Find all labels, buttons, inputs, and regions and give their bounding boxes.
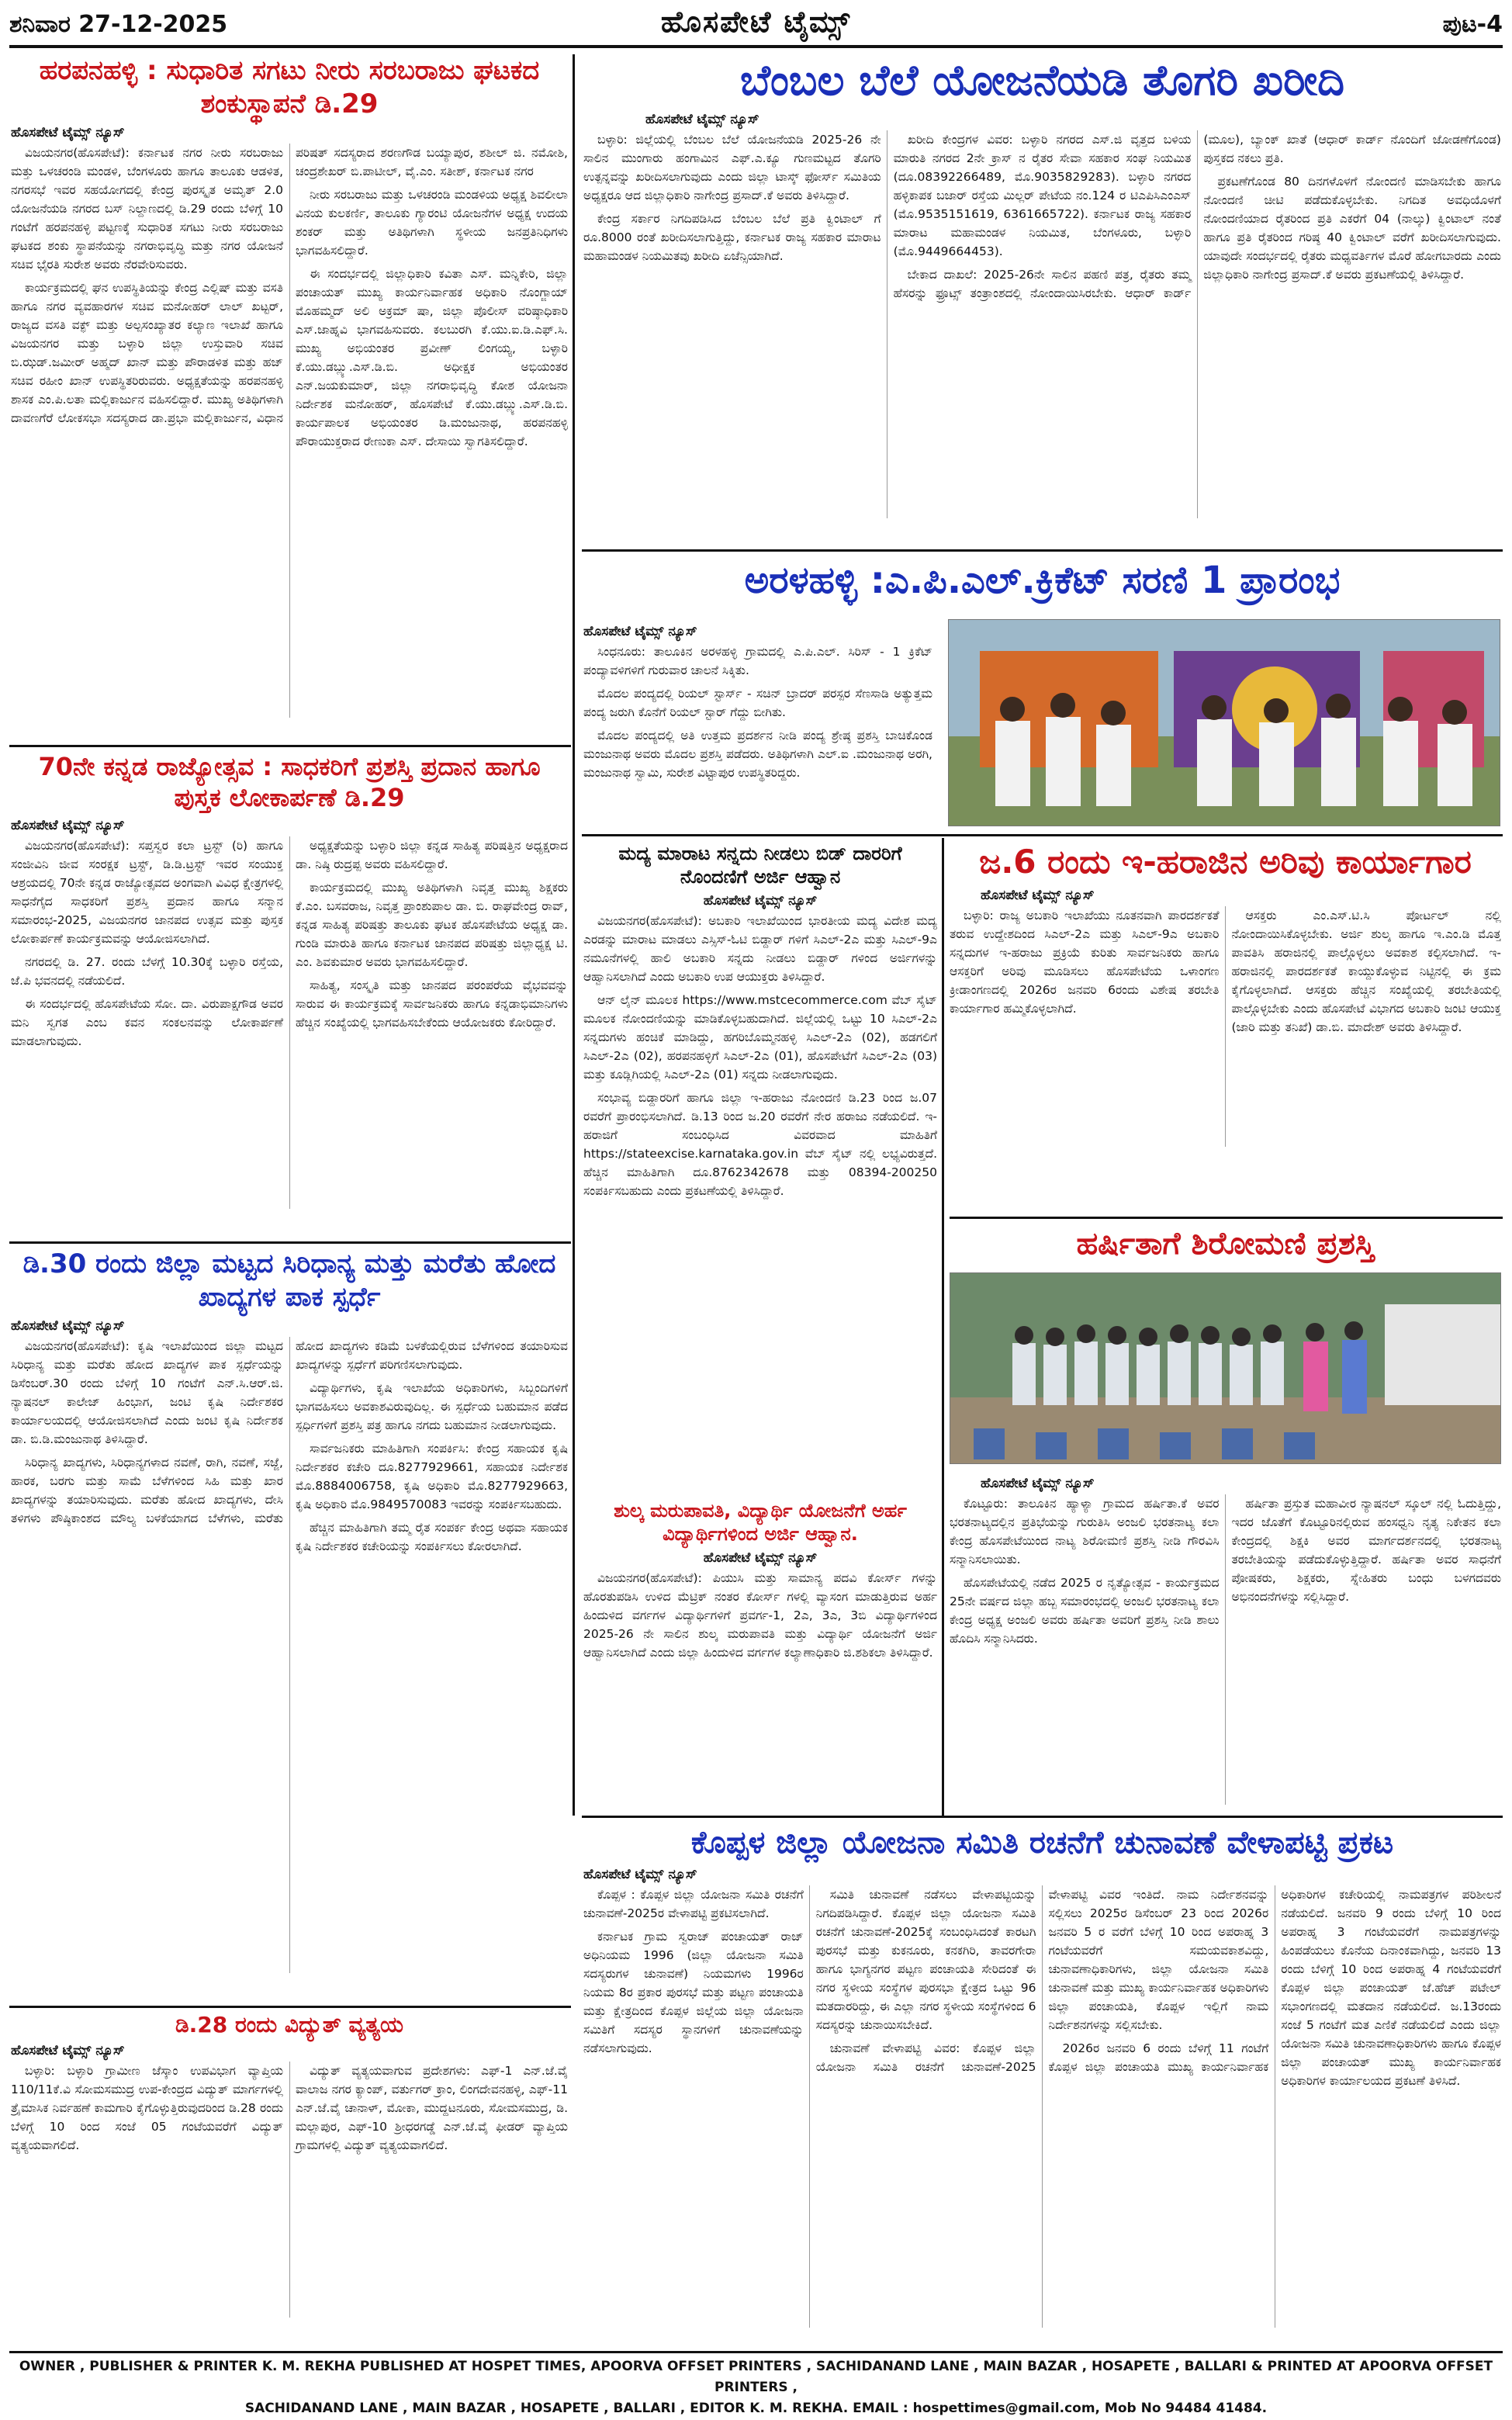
paragraph: ಮೊದಲ ಪಂದ್ಯದಲ್ಲಿ ರಿಯಲ್ ಸ್ಟಾರ್ಸ್ - ಸಚಿನ್ ಬ್ರಾದರ್ ಪರಸ್ಪರ ಸೆಣಸಾಡಿ ಅತ್ಯುತ್ತಮ ಪಂದ್ಯ ಜರುಗಿ ಕೊನೆಗೆ ರಿಯಲ್ ಸ್ಟಾರ್ ಗೆದ್ದು ಬೀಗಿತು. bbox=[583, 687, 932, 720]
headline: ಡಿ.28 ರಂದು ವಿದ್ಯುತ್ ವ್ಯತ್ಯಯ bbox=[175, 2012, 404, 2037]
section-divider bbox=[582, 549, 1503, 552]
paragraph: ಕೊಪ್ಪಳ : ಕೊಪ್ಪಳ ಜಿಲ್ಲಾ ಯೋಜನಾ ಸಮಿತಿ ರಚನೆಗೆ ಚುನಾವಣೆ-2025ರ ವೇಳಾಪಟ್ಟಿ ಪ್ರಕಟಿಸಲಾಗಿದೆ. bbox=[583, 1888, 804, 1921]
story-rajyotsava bbox=[11, 751, 568, 1236]
paragraph: ಹೊಸಪೇಟೆಯಲ್ಲಿ ನಡೆದ 2025 ರ ನೃತ್ಯೋತ್ಸವ - ಕಾರ್ಯಕ್ರಮದ 25ನೇ ವರ್ಷದ ಜಿಲ್ಲಾ ಹಬ್ಬ ಸಮಾರಂಭದಲ್ಲಿ ಅಂಜಲಿ ಭರತನಾಟ್ಯ ಕಲಾ ಕೇಂದ್ರ ಅಧ್ಯಕ್ಷ ಅಂಜಲಿ ಅವರು ಹರ್ಷಿತಾ ಅವರಿಗೆ ಪ್ರಶಸ್ತಿ ನೀಡಿ ಶಾಲು ಹೊದಿಸಿ ಸನ್ಮಾನಿಸಿದರು. bbox=[950, 1576, 1220, 1646]
headline: ಹರ್ಷಿತಾಗೆ ಶಿರೋಮಣಿ ಪ್ರಶಸ್ತಿ bbox=[1076, 1226, 1375, 1262]
paragraph: ವಿಜಯನಗರ(ಹೊಸಪೇಟೆ): ಕೃಷಿ ಇಲಾಖೆಯಿಂದ ಜಿಲ್ಲಾ ಮಟ್ಟದ ಸಿರಿಧಾನ್ಯ ಮತ್ತು ಮರೆತು ಹೋದ ಖಾದ್ಯಗಳ ಪಾಕ ಸ್ಪರ್ಧೆಯನ್ನು ಡಿಸೆಂಬರ್.30 ರಂದು ಬೆಳಿಗ್ಗೆ 10 ಗಂಟೆಗೆ ಎನ್.ಸಿ.ಆರ್.ಜಿ. ನ್ಯಾಷನಲ್ ಕಾಲೇಜ್ ಹಿಂಭಾಗ, ಜಂಟಿ ಕೃಷಿ ನಿರ್ದೇಶಕರ ಕಾರ್ಯಾಲಯದಲ್ಲಿ ಆಯೋಜಿಸಲಾಗಿದೆ ಎಂದು ಜಂಟಿ ಕೃಷಿ ನಿರ್ದೇಶಕ ಡಾ. ಬಿ.ಡಿ.ಮಂಜುನಾಥ ತಿಳಿಸಿದ್ದಾರೆ. bbox=[11, 1339, 283, 1447]
publisher-imprint bbox=[9, 2351, 1503, 2417]
paragraph: ಬಳ್ಳಾರಿ: ಬಳ್ಳಾರಿ ಗ್ರಾಮೀಣ ಜೆಸ್ಕಾಂ ಉಪವಿಭಾಗ ವ್ಯಾಪ್ತಿಯ 110/11ಕೆ.ವಿ ಸೋಮಸಮುದ್ರ ಉಪ-ಕೇಂದ್ರದ ವಿದ್ಯುತ್ ಮಾರ್ಗಗಳಲ್ಲಿ ತ್ರೈಮಾಸಿಕ ನಿರ್ವಹಣೆ ಕಾಮಗಾರಿ ಕೈಗೊಳ್ಳುತ್ತಿರುವುದರಿಂದ ಡಿ.28 ರಂದು ಬೆಳಿಗ್ಗೆ 10 ರಿಂದ ಸಂಜೆ 05 ಗಂಟೆಯವರೆಗೆ ವಿದ್ಯುತ್ ವ್ಯತ್ಯಯವಾಗಲಿದೆ. bbox=[11, 2064, 283, 2153]
byline: ಹೊಸಪೇಟೆ ಟೈಮ್ಸ್ ನ್ಯೂಸ್ bbox=[645, 111, 759, 127]
headline: ಡಿ.30 ರಂದು ಜಿಲ್ಲಾ ಮಟ್ಟದ ಸಿರಿಧಾನ್ಯ ಮತ್ತು ಮರೆತು ಹೋದ ಖಾದ್ಯಗಳ ಪಾಕ ಸ್ಪರ್ಧೆ bbox=[22, 1248, 556, 1313]
story-body bbox=[950, 1494, 1501, 1805]
paragraph: ಹರ್ಷಿತಾ ಪ್ರಸ್ತುತ ಮಹಾವೀರ ನ್ಯಾಷನಲ್ ಸ್ಕೂಲ್ ನಲ್ಲಿ ಓದುತ್ತಿದ್ದು, ಇದರ ಜೊತೆಗೆ ಕೊಟ್ಟೂರಿನಲ್ಲಿರುವ ಹಂಸಧ್ವನಿ ನೃತ್ಯ ನಿಕೇತನ ಕಲಾ ಕೇಂದ್ರದಲ್ಲಿ ಶಿಕ್ಷಕಿ ಅವರ ಮಾರ್ಗದರ್ಶನದಲ್ಲಿ ಭರತನಾಟ್ಯ ತರಬೇತಿಯನ್ನು ಪಡೆದುಕೊಳ್ಳುತ್ತಿದ್ದಾರೆ. ಹರ್ಷಿತಾ ಅವರ ಸಾಧನೆಗೆ ಪೋಷಕರು, ಶಿಕ್ಷಕರು, ಸ್ನೇಹಿತರು ಬಂಧು ಬಳಗದವರು ಅಭಿನಂದನೆಗಳನ್ನು ಸಲ್ಲಿಸಿದ್ದಾರೆ. bbox=[1231, 1497, 1501, 1605]
byline: ಹೊಸಪೇಟೆ ಟೈಮ್ಸ್ ನ್ಯೂಸ್ bbox=[583, 1867, 697, 1882]
column-divider bbox=[573, 54, 575, 1816]
paragraph: ಬಳ್ಳಾರಿ: ಜಿಲ್ಲೆಯಲ್ಲಿ ಬೆಂಬಲ ಬೆಲೆ ಯೋಜನೆಯಡಿ 2025-26 ನೇ ಸಾಲಿನ ಮುಂಗಾರು ಹಂಗಾಮಿನ ಎಫ್.ಎ.ಕ್ಯೂ ಗುಣಮಟ್ಟದ ತೊಗರಿ ಉತ್ಪನ್ನವನ್ನು ಖರೀದಿಸಲಾಗುವುದು ಎಂದು ಜಿಲ್ಲಾ ಟಾಸ್ಕ್ ಫೋರ್ಸ್ ಸಮಿತಿಯ ಅಧ್ಯಕ್ಷರೂ ಆದ ಜಿಲ್ಲಾಧಿಕಾರಿ ನಾಗೇಂದ್ರ ಪ್ರಸಾದ್.ಕೆ ಅವರು ತಿಳಿಸಿದ್ದಾರೆ. bbox=[583, 132, 881, 203]
paragraph: ಸಮಿತಿ ಚುನಾವಣೆ ನಡೆಸಲು ವೇಳಾಪಟ್ಟಿಯನ್ನು ನಿಗದಿಪಡಿಸಿದ್ದಾರೆ. ಕೊಪ್ಪಳ ಜಿಲ್ಲಾ ಯೋಜನಾ ಸಮಿತಿ ರಚನೆಗೆ ಚುನಾವಣೆ-2025ಕ್ಕೆ ಸಂಬಂಧಿಸಿದಂತೆ ಕಾರಟಗಿ ಪುರಸಭೆ ಮತ್ತು ಕುಕನೂರು, ಕನಕಗಿರಿ, ತಾವರಗೇರಾ ಹಾಗೂ ಭಾಗ್ಯನಗರ ಪಟ್ಟಣ ಪಂಚಾಯತಿ ಸೇರಿದಂತೆ ಈ ನಗರ ಸ್ಥಳೀಯ ಸಂಸ್ಥೆಗಳ ಪುರಸಭಾ ಕ್ಷೇತ್ರದ ಒಟ್ಟು 96 ಮತದಾರರಿದ್ದು, ಈ ಎಲ್ಲಾ ನಗರ ಸ್ಥಳೀಯ ಸಂಸ್ಥೆಗಳಿಂದ 6 ಸದಸ್ಯರನ್ನು ಚುನಾಯಿಸಬೇಕಿದೆ. bbox=[815, 1888, 1036, 2033]
paragraph: 2026ರ ಜನವರಿ 6 ರಂದು ಬೆಳಿಗ್ಗೆ 11 ಗಂಟೆಗೆ ಕೊಪ್ಪಳ ಜಿಲ್ಲಾ ಪಂಚಾಯತಿ ಮುಖ್ಯ ಕಾರ್ಯನಿರ್ವಾಹಕ ಅಧಿಕಾರಿಗಳ ಕಚೇರಿಯಲ್ಲಿ ನಾಮಪತ್ರಗಳ ಪರಿಶೀಲನೆ ನಡೆಯಲಿದೆ. ಜನವರಿ 9 ರಂದು ಬೆಳಿಗ್ಗೆ 10 ರಿಂದ ಅಪರಾಹ್ನ 3 ಗಂಟೆಯವರೆಗೆ ನಾಮಪತ್ರಗಳನ್ನು ಹಿಂಪಡೆಯಲು ಕೊನೆಯ ದಿನಾಂಕವಾಗಿದ್ದು, ಜನವರಿ 13 ರಂದು ಬೆಳಿಗ್ಗೆ 10 ರಿಂದ ಅಪರಾಹ್ನ 4 ಗಂಟೆಯವರೆಗೆ ಕೊಪ್ಪಳ ಜಿಲ್ಲಾ ಪಂಚಾಯತ್ ಜೆ.ಹೆಚ್ ಪಟೇಲ್ ಸಭಾಂಗಣದಲ್ಲಿ ಮತದಾನ ನಡೆಯಲಿದೆ. ಜ.13ರಂದು ಸಂಜೆ 5 ಗಂಟೆಗೆ ಮತ ಎಣಿಕೆ ನಡೆಯಲಿದೆ ಎಂದು ಜಿಲ್ಲಾ ಯೋಜನಾ ಸಮಿತಿ ಚುನಾವಣಾಧಿಕಾರಿಗಳು ಹಾಗೂ ಕೊಪ್ಪಳ ಜಿಲ್ಲಾ ಪಂಚಾಯತ್ ಮುಖ್ಯ ಕಾರ್ಯನಿರ್ವಾಹಕ ಅಧಿಕಾರಿಗಳ ಕಾರ್ಯಾಲಯದ ಪ್ರಕಟಣೆ ತಿಳಿಸಿದೆ. bbox=[1048, 1888, 1501, 2089]
byline: ಹೊಸಪೇಟೆ ಟೈಮ್ಸ್ ನ್ಯೂಸ್ bbox=[703, 1550, 818, 1566]
story-koppal-election bbox=[583, 1823, 1501, 2345]
story-togari bbox=[583, 54, 1501, 545]
paragraph: ವಿಜಯನಗರ(ಹೊಸಪೇಟೆ): ಪಿಯುಸಿ ಮತ್ತು ಸಾಮಾನ್ಯ ಪದವಿ ಕೋರ್ಸ್ ಗಳನ್ನು ಹೊರತುಪಡಿಸಿ ಉಳಿದ ಮೆಟ್ರಿಕ್ ನಂತರ ಕೋರ್ಸ್ ಗಳಲ್ಲಿ ವ್ಯಾಸಂಗ ಮಾಡುತ್ತಿರುವ ಅರ್ಹ ಹಿಂದುಳಿದ ವರ್ಗಗಳ ವಿದ್ಯಾರ್ಥಿಗಳಿಗೆ ಪ್ರವರ್ಗ-1, 2ಎ, 3ಎ, 3ಬಿ ವಿದ್ಯಾರ್ಥಿಗಳಿಂದ 2025-26 ನೇ ಸಾಲಿನ ಶುಲ್ಕ ಮರುಪಾವತಿ ಮತ್ತು ವಿದ್ಯಾರ್ಥಿ ಯೋಜನೆಗೆ ಅರ್ಜಿ ಆಹ್ವಾನಿಸಲಾಗಿದೆ ಎಂದು ಜಿಲ್ಲಾ ಹಿಂದುಳಿದ ವರ್ಗಗಳ ಕಲ್ಯಾಣಾಧಿಕಾರಿ ಜಿ.ಶಶಿಕಲಾ ತಿಳಿಸಿದ್ದಾರೆ. bbox=[583, 1571, 937, 1660]
paragraph: ಅಧ್ಯಕ್ಷತೆಯನ್ನು ಬಳ್ಳಾರಿ ಜಿಲ್ಲಾ ಕನ್ನಡ ಸಾಹಿತ್ಯ ಪರಿಷತ್ತಿನ ಅಧ್ಯಕ್ಷರಾದ ಡಾ. ನಿಷ್ಠಿ ರುದ್ರಪ್ಪ ಅವರು ವಹಿಸಲಿದ್ದಾರೆ. bbox=[296, 839, 568, 872]
story-body bbox=[950, 906, 1501, 1147]
byline: ಹೊಸಪೇಟೆ ಟೈಮ್ಸ್ ನ್ಯೂಸ್ bbox=[11, 125, 125, 140]
story-scholarship bbox=[583, 1499, 937, 1809]
imprint-line-2: SACHIDANAND LANE , MAIN BAZAR , HOSAPETE , BALLARI , EDITOR K. M. REKHA. EMAIL : hospettimes@gmail.com, Mob No 94484 41484. bbox=[244, 2401, 1268, 2417]
headline: ಕೊಪ್ಪಳ ಜಿಲ್ಲಾ ಯೋಜನಾ ಸಮಿತಿ ರಚನೆಗೆ ಚುನಾವಣೆ ವೇಳಾಪಟ್ಟಿ ಪ್ರಕಟ bbox=[690, 1825, 1394, 1861]
cricket-photo bbox=[948, 619, 1500, 826]
story-liquor-licence bbox=[583, 842, 937, 1261]
paragraph: ವಿದ್ಯಾರ್ಥಿಗಳು, ಕೃಷಿ ಇಲಾಖೆಯ ಅಧಿಕಾರಿಗಳು, ಸಿಬ್ಬಂದಿಗಳಿಗೆ ಭಾಗವಹಿಸಲು ಅವಕಾಶವಿರುವುದಿಲ್ಲ. ಈ ಸ್ಪರ್ಧೆಯ ಬಹುಮಾನ ಪಡೆದ ಸ್ಪರ್ಧಿಗಳಿಗೆ ಪ್ರಶಸ್ತಿ ಪತ್ರ ಹಾಗೂ ನಗದು ಬಹುಮಾನ ನೀಡಲಾಗುವುದು. bbox=[296, 1381, 568, 1433]
headline: ಹರಪನಹಳ್ಳಿ : ಸುಧಾರಿತ ಸಗಟು ನೀರು ಸರಬರಾಜು ಘಟಕದ ಶಂಕುಸ್ಥಾಪನೆ ಡಿ.29 bbox=[39, 55, 540, 119]
section-divider bbox=[9, 1241, 571, 1244]
story-body bbox=[11, 836, 568, 1209]
paragraph: ಕರ್ನಾಟಕ ಗ್ರಾಮ ಸ್ವರಾಜ್ ಪಂಚಾಯತ್ ರಾಜ್ ಅಧಿನಿಯಮ 1996 (ಜಿಲ್ಲಾ ಯೋಜನಾ ಸಮಿತಿ ಸದಸ್ಯರುಗಳ ಚುನಾವಣೆ) ನಿಯಮಗಳು 1996ರ ನಿಯಮ 8ರ ಪ್ರಕಾರ ಪುರಸಭೆ ಮತ್ತು ಪಟ್ಟಣ ಪಂಚಾಯತಿ ಮತ್ತು ಕ್ಷೇತ್ರದಿಂದ ಕೊಪ್ಪಳ ಜಿಲ್ಲೆಯ ಜಿಲ್ಲಾ ಯೋಜನಾ ಸಮಿತಿಗೆ ಸದಸ್ಯರ ಸ್ಥಾನಗಳಿಗೆ ಚುನಾವಣೆಯನ್ನು ನಡೆಸಲಾಗುವುದು. bbox=[583, 1930, 804, 2056]
story-eharaju-workshop bbox=[950, 842, 1501, 1213]
paragraph: ವಿಜಯನಗರ(ಹೊಸಪೇಟೆ): ಸಪ್ತಸ್ವರ ಕಲಾ ಟ್ರಸ್ಟ್ (ರಿ) ಹಾಗೂ ಸಂಜೀವಿನಿ ಜೀವ ಸಂರಕ್ಷಕ ಟ್ರಸ್ಟ್, ಡಿ.ಡಿ.ಟ್ರಸ್ಟ್ ಇವರ ಸಂಯುಕ್ತ ಆಶ್ರಯದಲ್ಲಿ 70ನೇ ಕನ್ನಡ ರಾಜ್ಯೋತ್ಸವದ ಅಂಗವಾಗಿ ವಿವಿಧ ಕ್ಷೇತ್ರಗಳಲ್ಲಿ ಸಾಧನೆಗೈದ ಸಾಧಕರಿಗೆ ಪ್ರಶಸ್ತಿ ಪ್ರದಾನ ಹಾಗೂ ಸನ್ಮಾನ ಸಮಾರಂಭ-2025, ವಿಜಯನಗರ ಜಾನಪದ ಉತ್ಸವ ಮತ್ತು ಪುಸ್ತಕ ಲೋಕಾರ್ಪಣೆ ಕಾರ್ಯಕ್ರಮವನ್ನು ಆಯೋಜಿಸಲಾಗಿದೆ. bbox=[11, 839, 283, 947]
headline: ಮದ್ಯ ಮಾರಾಟ ಸನ್ನದು ನೀಡಲು ಬಿಡ್ ದಾರರಿಗೆ ನೊಂದಣಿಗೆ ಅರ್ಜಿ ಆಹ್ವಾನ bbox=[618, 843, 902, 888]
column-divider bbox=[942, 838, 944, 1816]
paragraph: ಸಿರಿಧಾನ್ಯ ಖಾದ್ಯಗಳು, ಸಿರಿಧಾನ್ಯಗಳಾದ ನವಣೆ, ರಾಗಿ, ನವಣೆ, ಸಜ್ಜೆ, ಹಾರಕ, ಬರಗು ಮತ್ತು ಸಾಮೆ ಬೆಳೆಗಳಿಂದ ಸಿಹಿ ಮತ್ತು ಖಾರ ಖಾದ್ಯಗಳನ್ನು ತಯಾರಿಸುವುದು. ಮರೆತು ಹೋದ ಖಾದ್ಯಗಳು, ದೇಸಿ ತಳಿಗಳು ಪೌಷ್ಠಿಕಾಂಶದ ಮೌಲ್ಯ ಬಳಕೆಯಾಗದ ಬೆಳೆಗಳು, ಮರೆತು ಹೋದ ಖಾದ್ಯಗಳು ಕಡಿಮೆ ಬಳಕೆಯಲ್ಲಿರುವ ಬೆಳೆಗಳಿಂದ ತಯಾರಿಸುವ ಖಾದ್ಯಗಳನ್ನು ಸ್ಪರ್ಧೆಗೆ ಪರಿಗಣಿಸಲಾಗುವುದು. bbox=[11, 1339, 568, 1526]
cricket-photo-illustration bbox=[949, 620, 1500, 826]
section-divider bbox=[9, 745, 571, 747]
byline: ಹೊಸಪೇಟೆ ಟೈಮ್ಸ್ ನ್ಯೂಸ್ bbox=[981, 887, 1095, 903]
issue-date: ಶನಿವಾರ 27-12-2025 bbox=[9, 11, 228, 38]
story-cricket bbox=[583, 557, 1501, 830]
section-divider bbox=[582, 834, 1503, 836]
headline: ಜ.6 ರಂದು ಇ-ಹರಾಜಿನ ಅರಿವು ಕಾರ್ಯಾಗಾರ bbox=[979, 843, 1472, 881]
story-body bbox=[583, 912, 937, 1200]
paragraph: ಈ ಸಂದರ್ಭದಲ್ಲಿ ಹೊಸಪೇಟೆಯ ಸೋ. ದಾ. ವಿರುಪಾಕ್ಷಗೌಡ ಅವರ ಮನಿ ಸ್ವಗತ ಎಂಬ ಕವನ ಸಂಕಲನವನ್ನು ಲೋಕಾರ್ಪಣೆ ಮಾಡಲಾಗುವುದು. bbox=[11, 997, 283, 1049]
story-harapanahalli bbox=[11, 54, 568, 741]
imprint-line-1: OWNER , PUBLISHER & PRINTER K. M. REKHA PUBLISHED AT HOSPET TIMES, APOORVA OFFSET PRINTERS , SACHIDANAND LANE , MAIN BAZAR , HOSAPETE , BALLARI & PRINTED AT APOORVA OFFSET PRINTERS , bbox=[19, 2359, 1493, 2396]
section-divider bbox=[950, 1217, 1503, 1219]
paragraph: ಪ್ರಕಟಣೆಗೊಂಡ 80 ದಿನಗಳೊಳಗೆ ನೋಂದಣಿ ಮಾಡಿಸಬೇಕು ಹಾಗೂ ನೋಂದಣಿ ಚೀಟಿ ಪಡೆದುಕೊಳ್ಳಬೇಕು. ನಿಗದಿತ ಅವಧಿಯೊಳಗೆ ನೋಂದಣಿಯಾದ ರೈತರಿಂದ ಪ್ರತಿ ಎಕರೆಗೆ 04 (ನಾಲ್ಕು) ಕ್ವಿಂಟಾಲ್ ನಂತೆ ಹಾಗೂ ಪ್ರತಿ ರೈತರಿಂದ ಗರಿಷ್ಠ 40 ಕ್ವಿಂಟಾಲ್ ವರೆಗೆ ಖರೀದಿಸಲಾಗುವುದು. ಯಾವುದೇ ಸಂದರ್ಭದಲ್ಲಿ ರೈತರು ಮಧ್ಯವರ್ತಿಗಳ ಮೊರೆ ಹೋಗಬಾರದು ಎಂದು ಜಿಲ್ಲಾಧಿಕಾರಿ ನಾಗೇಂದ್ರ ಪ್ರಸಾದ್.ಕೆ ಅವರು ಪ್ರಕಟಣೆಯಲ್ಲಿ ತಿಳಿಸಿದ್ದಾರೆ. bbox=[1203, 174, 1501, 282]
story-body bbox=[583, 642, 932, 782]
paragraph: ನಗರದಲ್ಲಿ ಡಿ. 27. ರಂದು ಬೆಳಗ್ಗೆ 10.30ಕ್ಕೆ ಬಳ್ಳಾರಿ ರಸ್ತೆಯ, ಜೆ.ಪಿ ಭವನದಲ್ಲಿ ನಡೆಯಲಿದೆ. bbox=[11, 955, 283, 988]
story-body bbox=[11, 2062, 568, 2318]
byline: ಹೊಸಪೇಟೆ ಟೈಮ್ಸ್ ನ್ಯೂಸ್ bbox=[981, 1476, 1095, 1491]
byline: ಹೊಸಪೇಟೆ ಟೈಮ್ಸ್ ನ್ಯೂಸ್ bbox=[11, 2043, 125, 2058]
paragraph: ಬಳ್ಳಾರಿ: ರಾಜ್ಯ ಅಬಕಾರಿ ಇಲಾಖೆಯು ನೂತನವಾಗಿ ಪಾರದರ್ಶಕತೆ ತರುವ ಉದ್ದೇಶದಿಂದ ಸಿಎಲ್-2ಎ ಮತ್ತು ಸಿಎಲ್-9ಎ ಅಬಕಾರಿ ಸನ್ನದುಗಳ ಇ-ಹರಾಜು ಪ್ರಕ್ರಿಯೆ ಕುರಿತು ಸಾರ್ವಜನಿಕರು ಹಾಗೂ ಆಸಕ್ತರಿಗೆ ಅರಿವು ಮೂಡಿಸಲು ಹೊಸಪೇಟೆಯ ಒಳಾಂಗಣ ಕ್ರೀಡಾಂಗಣದಲ್ಲಿ 2026ರ ಜನವರಿ 6ರಂದು ವಿಶೇಷ ತರಬೇತಿ ಕಾರ್ಯಾಗಾರ ಹಮ್ಮಿಕೊಳ್ಳಲಾಗಿದೆ. bbox=[950, 908, 1220, 1016]
story-body bbox=[583, 1569, 937, 1662]
cricket-text bbox=[583, 619, 932, 787]
paragraph: ವಿದ್ಯುತ್ ವ್ಯತ್ಯಯವಾಗುವ ಪ್ರದೇಶಗಳು: ಎಫ್-1 ಎನ್.ಜೆ.ವೈ ವಾಲಾಜ ನಗರ ಕ್ಯಾಂಪ್, ವರ್ತುಗರ್ ಕ್ರಾಂ, ಲಿಂಗದೇವನಹಳ್ಳಿ, ಎಫ್-11 ಎನ್.ಜೆ.ವೈ ಚಾನಾಳ್, ಮೋಕಾ, ಮುದ್ದಟನೂರು, ಸೋಮಸಮುದ್ರ, ಡಿ. ಮಲ್ಲಾಪುರ, ಎಫ್-10 ಶ್ರೀಧರಗಡ್ಡೆ ಎನ್.ಜೆ.ವೈ ಫೀಡರ್ ವ್ಯಾಪ್ತಿಯ ಗ್ರಾಮಗಳಲ್ಲಿ ವಿದ್ಯುತ್ ವ್ಯತ್ಯಯವಾಗಲಿದೆ. bbox=[296, 2064, 568, 2153]
paragraph: ವಿಜಯನಗರ(ಹೊಸಪೇಟೆ): ಅಬಕಾರಿ ಇಲಾಖೆಯಿಂದ ಭಾರತೀಯ ಮದ್ಯ ವಿದೇಶ ಮದ್ಯ ಎರಡನ್ನು ಮಾರಾಟ ಮಾಡಲು ಎಸ್ಸಿಸ್-ಓಟಿ ಬಿಡ್ದಾರ್ ಗಳಿಗೆ ಸಿಎಲ್-2ಎ ಮತ್ತು ಸಿಎಲ್-9ಎ ನಮೂನೆಗಳಲ್ಲಿ ಹಾಲಿ ಅಬಕಾರಿ ಸನ್ನದು ನೀಡಲು ಬಿಡ್ದಾರ್ ಗಳಿಂದ ಅರ್ಜಿಗಳನ್ನು ಆಹ್ವಾನಿಸಲಾಗಿದೆ ಎಂದು ಅಬಕಾರಿ ಉಪ ಆಯುಕ್ತರು ತಿಳಿಸಿದ್ದಾರೆ. bbox=[583, 914, 937, 985]
paragraph: ಬೇಕಾದ ದಾಖಲೆ: 2025-26ನೇ ಸಾಲಿನ ಪಹಣಿ ಪತ್ರ, ರೈತರು ತಮ್ಮ ಹೆಸರನ್ನು ಫ್ರೂಟ್ಸ್ ತಂತ್ರಾಂಶದಲ್ಲಿ ನೋಂದಾಯಿಸಿರಬೇಕು. ಆಧಾರ್ ಕಾರ್ಡ್ (ಮೂಲ), ಬ್ಯಾಂಕ್ ಖಾತೆ (ಆಧಾರ್ ಕಾರ್ಡ್ ನೊಂದಿಗೆ ಜೋಡಣೆಗೊಂಡ) ಪುಸ್ತಕದ ನಕಲು ಪ್ರತಿ. bbox=[893, 132, 1501, 300]
paragraph: ಕೊಟ್ಟೂರು: ತಾಲೂಕಿನ ಹ್ಯಾಳ್ಯಾ ಗ್ರಾಮದ ಹರ್ಷಿತಾ.ಕೆ ಅವರ ಭರತನಾಟ್ಯದಲ್ಲಿನ ಪ್ರತಿಭೆಯನ್ನು ಗುರುತಿಸಿ ಅಂಜಲಿ ಭರತನಾಟ್ಯ ಕಲಾ ಕೇಂದ್ರ ಹೊಸಪೇಟೆಯಿಂದ ನಾಟ್ಯ ಶಿರೋಮಣಿ ಪ್ರಶಸ್ತಿ ನೀಡಿ ಗೌರವಿಸಿ ಸನ್ಮಾನಿಸಲಾಯಿತು. bbox=[950, 1497, 1220, 1567]
harshitha-photo bbox=[950, 1272, 1501, 1464]
story-body bbox=[583, 130, 1501, 518]
story-body bbox=[11, 1337, 568, 1973]
section-divider bbox=[9, 2006, 571, 2008]
byline: ಹೊಸಪೇಟೆ ಟೈಮ್ಸ್ ನ್ಯೂಸ್ bbox=[11, 1318, 125, 1334]
paragraph: ಸಾಹಿತ್ಯ, ಸಂಸ್ಕೃತಿ ಮತ್ತು ಜಾನಪದ ಪರಂಪರೆಯ ವೈಭವವನ್ನು ಸಾರುವ ಈ ಕಾರ್ಯಕ್ರಮಕ್ಕೆ ಸಾರ್ವಜನಿಕರು ಹಾಗೂ ಕನ್ನಡಾಭಿಮಾನಿಗಳು ಹೆಚ್ಚಿನ ಸಂಖ್ಯೆಯಲ್ಲಿ ಭಾಗವಹಿಸಬೇಕೆಂದು ಆಯೋಜಕರು ಕೋರಿದ್ದಾರೆ. bbox=[296, 978, 568, 1030]
page-number: ಪುಟ-4 bbox=[1442, 11, 1503, 38]
headline: ಶುಲ್ಕ ಮರುಪಾವತಿ, ವಿದ್ಯಾರ್ಥಿ ಯೋಜನೆಗೆ ಅರ್ಹ ವಿದ್ಯಾರ್ಥಿಗಳಿಂದ ಅರ್ಜಿ ಆಹ್ವಾನ. bbox=[614, 1500, 907, 1545]
paragraph: ಸಂಭಾವ್ಯ ಬಿಡ್ದಾರರಿಗೆ ಹಾಗೂ ಜಿಲ್ಲಾ ಇ-ಹರಾಜು ನೋಂದಣಿ ಡಿ.23 ರಿಂದ ಜ.07 ರವರೆಗೆ ಪ್ರಾರಂಭಿಸಲಾಗಿದೆ. ಡಿ.13 ರಿಂದ ಜ.20 ರವರೆಗೆ ನೇರ ಹರಾಜು ನಡೆಯಲಿದೆ. ಇ-ಹರಾಜಿಗೆ ಸಂಬಂಧಿಸಿದ ವಿವರವಾದ ಮಾಹಿತಿಗೆ https://stateexcise.karnataka.gov.in ವೆಬ್ ಸೈಟ್ ನಲ್ಲಿ ಲಭ್ಯವಿರುತ್ತದೆ. ಹೆಚ್ಚಿನ ಮಾಹಿತಿಗಾಗಿ ದೂ.8762342678 ಮತ್ತು 08394-200250 ಸಂಪರ್ಕಿಸಬಹುದು ಎಂದು ಪ್ರಕಟಣೆಯಲ್ಲಿ ತಿಳಿಸಿದ್ದಾರೆ. bbox=[583, 1091, 937, 1199]
section-divider bbox=[582, 1816, 1503, 1818]
paragraph: ಈ ಸಂದರ್ಭದಲ್ಲಿ ಜಿಲ್ಲಾಧಿಕಾರಿ ಕವಿತಾ ಎಸ್. ಮನ್ನಿಕೇರಿ, ಜಿಲ್ಲಾ ಪಂಚಾಯತ್ ಮುಖ್ಯ ಕಾರ್ಯನಿರ್ವಾಹಕ ಅಧಿಕಾರಿ ನೊಂಗ್ಜಾಯ್ ಮೊಹಮ್ಮದ್ ಅಲಿ ಅಕ್ರಮ್ ಷಾ, ಜಿಲ್ಲಾ ಪೊಲೀಸ್ ವರಿಷ್ಠಾಧಿಕಾರಿ ಎಸ್.ಜಾಹ್ನವಿ ಭಾಗವಹಿಸುವರು. ಕಲಬುರಗಿ ಕೆ.ಯು.ಐ.ಡಿ.ಎಫ್.ಸಿ. ಮುಖ್ಯ ಅಭಿಯಂತರ ಪ್ರವೀಣ್ ಲಿಂಗಯ್ಯ, ಬಳ್ಳಾರಿ ಕೆ.ಯು.ಡಬ್ಲ್ಯು.ಎಸ್.ಡಿ.ಬಿ. ಅಧೀಕ್ಷಕ ಅಭಿಯಂತರ ಎನ್.ಜಯಕುಮಾರ್, ಜಿಲ್ಲಾ ನಗರಾಭಿವೃದ್ಧಿ ಕೋಶ ಯೋಜನಾ ನಿರ್ದೇಶಕ ಮನೋಹರ್, ಹೊಸಪೇಟೆ ಕೆ.ಯು.ಡಬ್ಲ್ಯು.ಎಸ್.ಡಿ.ಬಿ. ಕಾರ್ಯಪಾಲಕ ಅಭಿಯಂತರ ಡಿ.ಮಂಜುನಾಥ, ಹರಪನಹಳ್ಳಿ ಪೌರಾಯುಕ್ತರಾದ ರೇಣುಕಾ ಎಸ್. ದೇಸಾಯಿ ಸ್ವಾಗತಿಸಲಿದ್ದಾರೆ. bbox=[296, 267, 568, 449]
paragraph: ಆನ್ ಲೈನ್ ಮೂಲಕ https://www.mstcecommerce.com ವೆಬ್ ಸೈಟ್ ಮೂಲಕ ನೋಂದಣಿಯನ್ನು ಮಾಡಿಕೊಳ್ಳಬಹುದಾಗಿದೆ. ಜಿಲ್ಲೆಯಲ್ಲಿ ಒಟ್ಟು 10 ಸಿಎಲ್-2ಎ ಸನ್ನದುಗಳು ಹಂಚಿಕೆ ಮಾಡಿದ್ದು, ಹಗರಿಬೊಮ್ಮನಹಳ್ಳಿ ಸಿಎಲ್-2ಎ (02), ಹಡಗಲಿಗೆ ಸಿಎಲ್-2ಎ (02), ಹರಪನಹಳ್ಳಿಗೆ ಸಿಎಲ್-2ಎ (01), ಹೊಸಪೇಟೆಗೆ ಸಿಎಲ್-2ಎ (03) ಮತ್ತು ಕೂಡ್ಲಿಗಿಯಲ್ಲಿ ಸಿಎಲ್-2ಎ (01) ಸನ್ನದು ನೀಡಲಾಗುವುದು. bbox=[583, 993, 937, 1082]
harshitha-photo-illustration bbox=[950, 1273, 1500, 1463]
byline: ಹೊಸಪೇಟೆ ಟೈಮ್ಸ್ ನ್ಯೂಸ್ bbox=[583, 624, 697, 639]
paragraph: ಸಿಂಧನೂರು: ತಾಲೂಕಿನ ಅರಳಹಳ್ಳಿ ಗ್ರಾಮದಲ್ಲಿ ಎ.ಪಿ.ಎಲ್. ಸಿರಿಸ್ - 1 ಕ್ರಿಕೆಟ್ ಪಂದ್ಯಾವಳಿಗಳಿಗೆ ಗುರುವಾರ ಚಾಲನೆ ಸಿಕ್ಕಿತು. bbox=[583, 645, 932, 678]
headline: ಅರಳಹಳ್ಳಿ :ಎ.ಪಿ.ಎಲ್.ಕ್ರಿಕೆಟ್ ಸರಣಿ 1 ಪ್ರಾರಂಭ bbox=[744, 559, 1341, 602]
paragraph: ಕೇಂದ್ರ ಸರ್ಕಾರ ನಿಗದಿಪಡಿಸಿದ ಬೆಂಬಲ ಬೆಲೆ ಪ್ರತಿ ಕ್ವಿಂಟಾಲ್ ಗೆ ರೂ.8000 ರಂತೆ ಖರೀದಿಸಲಾಗುತ್ತಿದ್ದು, ಕರ್ನಾಟಕ ರಾಜ್ಯ ಸಹಕಾರ ಮಾರಾಟ ಮಹಾಮಂಡಳ ನಿಯಮಿತವು ಖರೀದಿ ಏಜೆನ್ಸಿಯಾಗಿದೆ. bbox=[583, 211, 881, 263]
newspaper-title: ಹೊಸಪೇಟೆ ಟೈಮ್ಸ್ bbox=[660, 5, 852, 39]
paragraph: ಸಾರ್ವಜನಿಕರು ಮಾಹಿತಿಗಾಗಿ ಸಂಪರ್ಕಿಸಿ: ಕೇಂದ್ರ ಸಹಾಯಕ ಕೃಷಿ ನಿರ್ದೇಶಕರ ಕಚೇರಿ ದೂ.8277929661, ಸಹಾಯಕ ನಿರ್ದೇಶಕ ಮೊ.8884006758, ಕೃಷಿ ಅಧಿಕಾರಿ ಮೊ.8277929663, ಕೃಷಿ ಅಧಿಕಾರಿ ಮೊ.9849570083 ಇವರನ್ನು ಸಂಪರ್ಕಿಸಬಹುದು. bbox=[296, 1442, 568, 1512]
paragraph: ಖರೀದಿ ಕೇಂದ್ರಗಳ ವಿವರ: ಬಳ್ಳಾರಿ ನಗರದ ಎಸ್.ಜಿ ವೃತ್ತದ ಬಳಿಯ ಮಾರುತಿ ನಗರದ 2ನೇ ಕ್ರಾಸ್ ನ ರೈತರ ಸೇವಾ ಸಹಕಾರ ಸಂಘ ನಿಯಮಿತ (ದೂ.08392266489, ಮೊ.9035829283). ಬಳ್ಳಾರಿ ನಗರದ ಹಳ್ಳಿಕಾಪಕ ಬಜಾರ್ ರಸ್ತೆಯ ಮಿಲ್ಲರ್ ಪೇಟೆಯ ನಂ.124 ರ ಟಿಎಪಿಸಿಎಂಎಸ್ (ಮೊ.9535151619, 6361665722). ಕರ್ನಾಟಕ ರಾಜ್ಯ ಸಹಕಾರ ಮಾರಾಟ ಮಹಾಮಂಡಳ ನಿಯಮಿತ, ಬೆಂಗಳೂರು, ಬಳ್ಳಾರಿ (ಮೊ.9449664453). bbox=[893, 132, 1192, 258]
paragraph: ನೀರು ಸರಬರಾಜು ಮತ್ತು ಒಳಚರಂಡಿ ಮಂಡಳಿಯ ಅಧ್ಯಕ್ಷ ಶಿವಲೀಲಾ ವಿನಯ ಕುಲಕರ್ಣಿ, ತಾಲೂಕು ಗ್ಯಾರಂಟಿ ಯೋಜನೆಗಳ ಅಧ್ಯಕ್ಷ ಉದಯ ಶಂಕರ್ ಮತ್ತು ಅತಿಥಿಗಳಾಗಿ ಸ್ಥಳೀಯ ಜನಪ್ರತಿನಿಧಿಗಳು ಭಾಗವಹಿಸಲಿದ್ದಾರೆ. bbox=[296, 188, 568, 258]
masthead bbox=[9, 5, 1503, 48]
byline: ಹೊಸಪೇಟೆ ಟೈಮ್ಸ್ ನ್ಯೂಸ್ bbox=[11, 818, 125, 833]
story-siridhanya bbox=[11, 1248, 568, 2000]
headline: ಬೆಂಬಲ ಬೆಲೆ ಯೋಜನೆಯಡಿ ತೊಗರಿ ಖರೀದಿ bbox=[739, 56, 1345, 105]
byline: ಹೊಸಪೇಟೆ ಟೈಮ್ಸ್ ನ್ಯೂಸ್ bbox=[703, 893, 818, 909]
paragraph: ಚುನಾವಣೆ ವೇಳಾಪಟ್ಟಿ ವಿವರ: ಕೊಪ್ಪಳ ಜಿಲ್ಲಾ ಯೋಜನಾ ಸಮಿತಿ ರಚನೆಗೆ ಚುನಾವಣೆ-2025 ವೇಳಾಪಟ್ಟಿ ವಿವರ ಇಂತಿದೆ. ನಾಮ ನಿರ್ದೇಶನವನ್ನು ಸಲ್ಲಿಸಲು 2025ರ ಡಿಸೆಂಬರ್ 23 ರಿಂದ 2026ರ ಜನವರಿ 5 ರ ವರೆಗೆ ಬೆಳಿಗ್ಗೆ 10 ರಿಂದ ಅಪರಾಹ್ನ 3 ಗಂಟೆಯವರೆಗೆ ಸಮಯವಕಾಶವಿದ್ದು, ಚುನಾವಣಾಧಿಕಾರಿಗಳು, ಜಿಲ್ಲಾ ಯೋಜನಾ ಸಮಿತಿ ಚುನಾವಣೆ ಮತ್ತು ಮುಖ್ಯ ಕಾರ್ಯನಿರ್ವಾಹಕ ಅಧಿಕಾರಿಗಳು ಜಿಲ್ಲಾ ಪಂಚಾಯತಿ, ಕೊಪ್ಪಳ ಇಲ್ಲಿಗೆ ನಾಮ ನಿರ್ದೇಶನಗಳನ್ನು ಸಲ್ಲಿಸಬೇಕು. bbox=[815, 1888, 1269, 2075]
story-harshitha-award bbox=[950, 1224, 1501, 1811]
story-body bbox=[11, 144, 568, 718]
story-body bbox=[583, 1885, 1501, 2328]
paragraph: ಮೊದಲ ಪಂದ್ಯದಲ್ಲಿ ಅತಿ ಉತ್ತಮ ಪ್ರದರ್ಶನ ನೀಡಿ ಪಂದ್ಯ ಶ್ರೇಷ್ಠ ಪ್ರಶಸ್ತಿ ಬಾಚಿಕೊಂಡ ಮಂಜುನಾಥ ಅವರು ಮೊದಲ ಪ್ರಶಸ್ತಿ ಪಡೆದರು. ಅತಿಥಿಗಳಾಗಿ ಎಲ್.ಐ .ಮಂಜುನಾಥ ಅರಗಿ, ಮಂಜುನಾಥ ಸ್ವಾಮಿ, ಸುರೇಶ ವಿಟ್ಟಾಪುರ ಉಪಸ್ಥಿತರಿದ್ದರು. bbox=[583, 729, 932, 781]
paragraph: ವಿಜಯನಗರ(ಹೊಸಪೇಟೆ): ಕರ್ನಾಟಕ ನಗರ ನೀರು ಸರಬರಾಜು ಮತ್ತು ಒಳಚರಂಡಿ ಮಂಡಳಿ, ಬೆಂಗಳೂರು ಹಾಗೂ ತಾಲೂಕು ಆಡಳಿತ, ನಗರಸಭೆ ಇವರ ಸಹಯೋಗದಲ್ಲಿ ಕೇಂದ್ರ ಪುರಸ್ಕೃತ ಅಮೃತ್ 2.0 ಯೋಜನೆಯಡಿ ನಗರದ ಬಸ್ ನಿಲ್ದಾಣದಲ್ಲಿ ಡಿ.29 ರಂದು ಬೆಳಿಗ್ಗೆ 10 ಗಂಟೆಗೆ ಹರಪನಹಳ್ಳಿ ಪಟ್ಟಣಕ್ಕೆ ಸುಧಾರಿತ ಸಗಟು ನೀರು ಸರಬರಾಜು ಘಟಕದ ಶಂಕು ಸ್ಥಾಪನೆಯನ್ನು ನಗರಾಭಿವೃದ್ಧಿ ಮತ್ತು ನಗರ ಯೋಜನೆ ಸಚಿವ ಭೈರತಿ ಸುರೇಶ ಅವರು ನೆರವೇರಿಸುವರು. bbox=[11, 146, 283, 272]
paragraph: ಆಸಕ್ತರು ಎಂ.ಎಸ್.ಟಿ.ಸಿ ಪೋರ್ಟಲ್ ನಲ್ಲಿ ನೋಂದಾಯಿಸಿಕೊಳ್ಳಬೇಕು. ಅರ್ಜಿ ಶುಲ್ಕ ಹಾಗೂ ಇ.ಎಂ.ಡಿ ಮೊತ್ತ ಪಾವತಿಸಿ ಹರಾಜಿನಲ್ಲಿ ಪಾಲ್ಗೊಳ್ಳಲು ಅವಕಾಶ ಕಲ್ಪಿಸಲಾಗಿದೆ. ಇ-ಹರಾಜಿನಲ್ಲಿ ಪಾರದರ್ಶಕತೆ ಕಾಯ್ದುಕೊಳ್ಳುವ ನಿಟ್ಟಿನಲ್ಲಿ ಈ ಕ್ರಮ ಕೈಗೊಳ್ಳಲಾಗಿದೆ. ಆಸಕ್ತರು ಹೆಚ್ಚಿನ ಸಂಖ್ಯೆಯಲ್ಲಿ ತರಬೇತಿಯಲ್ಲಿ ಪಾಲ್ಗೊಳ್ಳಬೇಕು ಎಂದು ಹೊಸಪೇಟೆ ವಿಭಾಗದ ಅಬಕಾರಿ ಜಂಟಿ ಆಯುಕ್ತ (ಜಾರಿ ಮತ್ತು ತನಿಖೆ) ಡಾ.ಬಿ. ಮಾದೇಶ್ ಅವರು ತಿಳಿಸಿದ್ದಾರೆ. bbox=[1231, 908, 1501, 1034]
headline: 70ನೇ ಕನ್ನಡ ರಾಜ್ಯೋತ್ಸವ : ಸಾಧಕರಿಗೆ ಪ್ರಶಸ್ತಿ ಪ್ರದಾನ ಹಾಗೂ ಪುಸ್ತಕ ಲೋಕಾರ್ಪಣೆ ಡಿ.29 bbox=[38, 752, 541, 812]
paragraph: ಕಾರ್ಯಕ್ರಮದಲ್ಲಿ ಮುಖ್ಯ ಅತಿಥಿಗಳಾಗಿ ನಿವೃತ್ತ ಮುಖ್ಯ ಶಿಕ್ಷಕರು ಕೆ.ಎಂ. ಬಸವರಾಜ, ನಿವೃತ್ತ ಪ್ರಾಂಶುಪಾಲ ಡಾ. ಬಿ. ರಾಘವೇಂದ್ರ ರಾವ್, ಕನ್ನಡ ಸಾಹಿತ್ಯ ಪರಿಷತ್ತು ತಾಲೂಕು ಘಟಕ ಹೊಸಪೇಟೆಯ ಅಧ್ಯಕ್ಷ ಡಾ. ಗುಂಡಿ ಮಾರುತಿ ಹಾಗೂ ಕರ್ನಾಟಕ ಜಾನಪದ ಪರಿಷತ್ತು ಜಿಲ್ಲಾಧ್ಯಕ್ಷ ಟಿ. ಎಂ. ಶಿವಕುಮಾರ ಅವರು ಭಾಗವಹಿಸಲಿದ್ದಾರೆ. bbox=[296, 881, 568, 970]
paragraph: ಹೆಚ್ಚಿನ ಮಾಹಿತಿಗಾಗಿ ತಮ್ಮ ರೈತ ಸಂಪರ್ಕ ಕೇಂದ್ರ ಅಥವಾ ಸಹಾಯಕ ಕೃಷಿ ನಿರ್ದೇಶಕರ ಕಚೇರಿಯನ್ನು ಸಂಪರ್ಕಿಸಲು ಕೋರಲಾಗಿದೆ. bbox=[296, 1521, 568, 1554]
paragraph: ಕಾರ್ಯಕ್ರಮದಲ್ಲಿ ಘನ ಉಪಸ್ಥಿತಿಯನ್ನು ಕೇಂದ್ರ ಎಲ್ಲಿಷ್ ಮತ್ತು ವಸತಿ ಹಾಗೂ ನಗರ ವ್ಯವಹಾರಗಳ ಸಚಿವ ಮನೋಹರ್ ಲಾಲ್ ಖಟ್ಟರ್, ರಾಜ್ಯದ ವಸತಿ ವಕ್ಫ್ ಮತ್ತು ಅಲ್ಪಸಂಖ್ಯಾತರ ಕಲ್ಯಾಣ ಇಲಾಖೆ ಹಾಗೂ ವಿಜಯನಗರ ಮತ್ತು ಬಳ್ಳಾರಿ ಜಿಲ್ಲಾ ಉಸ್ತುವಾರಿ ಸಚಿವ ಬಿ.ಝಡ್.ಜಮೀರ್ ಅಹ್ಮದ್ ಖಾನ್ ಮತ್ತು ಪೌರಾಡಳಿತ ಮತ್ತು ಹಜ್ ಸಚಿವ ರಹೀಂ ಖಾನ್ ಉಪಸ್ಥಿತರಿರುವರು. ಅಧ್ಯಕ್ಷತೆಯನ್ನು ಹರಪನಹಳ್ಳಿ ಶಾಸಕ ಎಂ.ಪಿ.ಲತಾ ಮಲ್ಲಿಕಾರ್ಜುನ ವಹಿಸಲಿದ್ದಾರೆ. ಮುಖ್ಯ ಅತಿಥಿಗಳಾಗಿ ದಾವಣಗೆರೆ ಲೋಕಸಭಾ ಸದಸ್ಯರಾದ ಡಾ.ಪ್ರಭಾ ಮಲ್ಲಿಕಾರ್ಜುನ, ವಿಧಾನ ಪರಿಷತ್ ಸದಸ್ಯರಾದ ಶರಣಗೌಡ ಬಯ್ಯಾಪುರ, ಶಶೀಲ್ ಜಿ. ನಮೋಶಿ, ಚಂದ್ರಶೇಖರ್ ಬಿ.ಪಾಟೀಲ್, ವೈ.ಎಂ. ಸತೀಶ್, ಕರ್ನಾಟಕ ನಗರ bbox=[11, 146, 568, 426]
story-power-outage bbox=[11, 2011, 568, 2345]
